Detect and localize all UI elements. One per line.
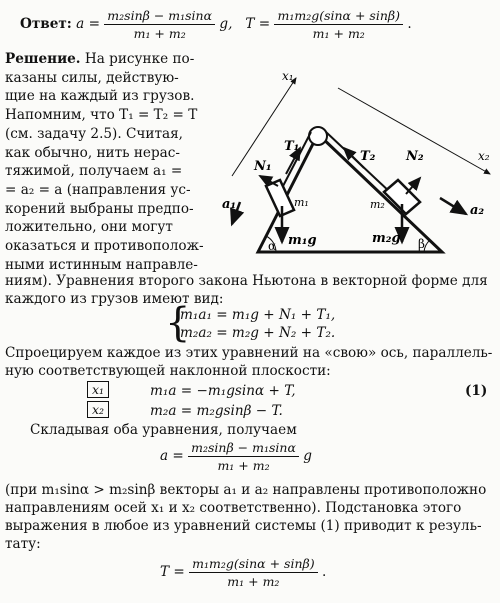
line-after-figure: ниям). Уравнения второго закона Ньютона в векторной форме для (5, 273, 488, 289)
acceleration-denominator: m₁ + m₂ (217, 458, 270, 473)
answer-t-numerator: m₁m₂g(sinα + sinβ) (274, 8, 403, 25)
acceleration-lhs: a = (160, 448, 184, 464)
answer-t-fraction (274, 8, 403, 41)
axis-equation-2: m₂a = m₂gsinβ − T. (150, 403, 283, 419)
accel-a1-label: a₁ (222, 197, 237, 212)
note-line-4: тату: (5, 536, 41, 552)
solution-line-10: оказаться и противополож- (5, 238, 204, 255)
solution-line-0 (5, 50, 220, 69)
tension-tail: . (321, 564, 327, 580)
adding-line: Складывая оба уравнения, получаем (30, 422, 297, 438)
answer-line (20, 8, 412, 41)
answer-a-lhs: a = (76, 16, 100, 32)
axis-x1-box (87, 381, 109, 400)
answer-a-fraction (104, 8, 215, 41)
equations-intro-line: каждого из грузов имеют вид: (5, 291, 224, 307)
incline-figure (220, 56, 498, 270)
normal-n2-label: N₂ (406, 149, 424, 164)
acceleration-tail: g (303, 448, 312, 464)
normal-n2-arrow (406, 178, 420, 194)
vector-equation-2: m₂a₂ = m₂g + N₂ + T₂. (180, 325, 336, 341)
axis-x2-box-label: x₂ (87, 401, 109, 418)
projection-line-2: ную соответствующей наклонной плоскости: (5, 363, 331, 379)
solution-line-7: = a₂ = a (направления ус- (5, 181, 191, 198)
beta-label: β (418, 237, 425, 251)
solution-line-5: как обычно, нить нерас- (5, 144, 180, 161)
solution-line-11: ными истинным направле- (5, 256, 198, 273)
accel-a2-arrow (440, 198, 466, 214)
block-m1 (266, 180, 294, 216)
system-brace: { (165, 300, 191, 346)
axis-x2-label: x₂ (478, 149, 490, 163)
tension-lhs: T = (160, 564, 185, 580)
pulley (309, 127, 327, 145)
solution-column (5, 50, 220, 274)
answer-a-tail: g, (219, 16, 233, 32)
acceleration-fraction (188, 440, 299, 473)
note-line-3: выражения в любое из уравнений системы (1) приводит к резуль- (5, 518, 482, 534)
tension-t2-label: T₂ (360, 149, 376, 164)
mass-m2-label: m₂ (370, 198, 385, 211)
answer-t-tail: . (407, 16, 412, 32)
normal-n1-label: N₁ (254, 159, 272, 174)
solution-line-6: тяжимой, получаем a₁ = (5, 163, 183, 180)
answer-t-denominator: m₁ + m₂ (312, 26, 365, 41)
axis-equation-1: m₁a = −m₁gsinα + T, (150, 383, 296, 399)
gravity-m2-label: m₂g (372, 231, 401, 246)
solution-label: Решение. (5, 51, 81, 67)
solution-line-9: ложительно, они могут (5, 219, 173, 236)
tension-t1-label: T₁ (284, 139, 300, 154)
solution-line-3: Напомним, что T₁ = T₂ = T (5, 107, 198, 124)
tension-formula (160, 556, 326, 589)
solution-first-line: На рисунке по- (84, 51, 195, 67)
axis-x2-box (87, 401, 109, 420)
alpha-label: α (268, 239, 277, 253)
mass-m1-label: m₁ (294, 196, 309, 209)
system-number: (1) (465, 383, 488, 399)
note-line-1: (при m₁sinα > m₂sinβ векторы a₁ и a₂ направлены противоположно (5, 482, 487, 498)
gravity-m1-label: m₁g (288, 233, 317, 248)
solution-line-8: корений выбраны предпо- (5, 200, 194, 217)
tension-fraction (189, 556, 318, 589)
tension-numerator: m₁m₂g(sinα + sinβ) (189, 556, 318, 573)
answer-a-numerator: m₂sinβ − m₁sinα (104, 8, 215, 25)
solution-line-4: (см. задачу 2.5). Считая, (5, 125, 183, 142)
axis-x1-box-label: x₁ (87, 381, 109, 398)
solution-line-2: щие на каждый из грузов. (5, 88, 195, 105)
tension-denominator: m₁ + m₂ (227, 574, 280, 589)
solution-line-1: казаны силы, действую- (5, 69, 179, 86)
note-line-2: направлениям осей x₁ и x₂ соответственно). Подстановка этого (5, 500, 462, 516)
vector-equation-1: m₁a₁ = m₁g + N₁ + T₁, (180, 307, 336, 323)
answer-a-denominator: m₁ + m₂ (133, 26, 186, 41)
accel-a2-label: a₂ (470, 203, 485, 218)
acceleration-formula (160, 440, 312, 473)
answer-label: Ответ: (20, 16, 72, 32)
answer-t-lhs: T = (245, 16, 271, 32)
projection-line-1: Спроецируем каждое из этих уравнений на «свою» ось, параллель- (5, 345, 493, 361)
axis-x1-label: x₁ (282, 69, 294, 83)
acceleration-numerator: m₂sinβ − m₁sinα (188, 440, 299, 457)
